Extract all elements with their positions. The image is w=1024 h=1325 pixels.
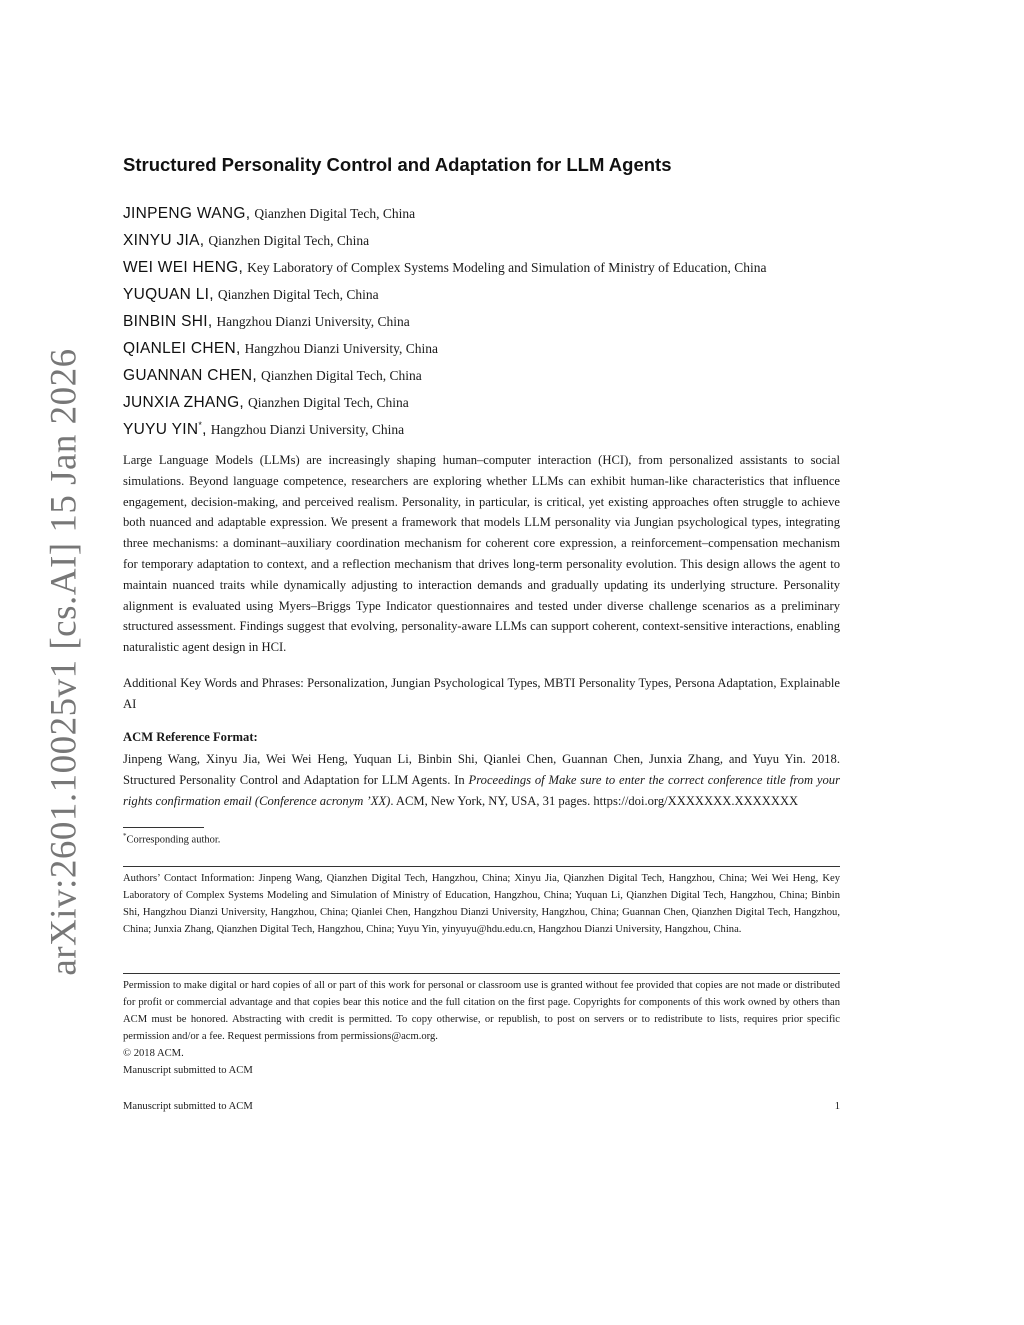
acm-reference-heading: ACM Reference Format: [123, 730, 258, 744]
contact-rule [123, 866, 840, 867]
author-affiliation: Hangzhou Dianzi University, China [216, 314, 410, 330]
permission-rule [123, 973, 840, 974]
author-entry [123, 306, 863, 333]
author-name: JINPENG WANG, [123, 205, 251, 223]
author-name: YUQUAN LI, [123, 286, 214, 304]
author-affiliation: Qianzhen Digital Tech, China [254, 206, 416, 222]
abstract: Large Language Models (LLMs) are increasingly shaping human–computer interaction (HCI), from personalized assistants to social simulations. Beyond language competence, researchers are exploring whether LLMs can exhibit human-like characteristics that influence engagement, decision-making, and perceived realism. Personality, in particular, is critical, yet existing approaches often struggle to achieve both nuanced and adaptable expression. We present a framework that models LLM personality via Jungian psychological types, integrating three mechanisms: a dominant–auxiliary coordination mechanism for coherent core expression, a reinforcement–compensation mechanism for temporary adaptation to context, and a reflection mechanism that drives long-term personality evolution. This design allows the agent to maintain nuanced traits while dynamically adjusting to interaction demands and gradually updating its underlying structure. Personality alignment is evaluated using Myers–Briggs Type Indicator questionnaires and tested under diverse challenge scenarios as a preliminary structured assessment. Findings suggest that evolving, personality-aware LLMs can support coherent, context-sensitive interactions, enabling naturalistic agent design in HCI. [123, 453, 840, 655]
copyright-notice: © 2018 ACM. [123, 1048, 184, 1059]
paper-title: Structured Personality Control and Adaptation for LLM Agents [123, 154, 672, 175]
author-entry [123, 333, 863, 360]
page-footer-left: Manuscript submitted to ACM [123, 1101, 253, 1112]
author-entry [123, 198, 863, 225]
author-list [123, 198, 863, 441]
author-affiliation: Qianzhen Digital Tech, China [248, 395, 409, 411]
author-affiliation: Key Laboratory of Complex Systems Modeling and Simulation of Ministry of Education, China [247, 260, 767, 276]
keywords: Additional Key Words and Phrases: Personalization, Jungian Psychological Types, MBTI Personality Types, Persona Adaptation, Explainable AI [123, 676, 840, 711]
author-name: GUANNAN CHEN, [123, 367, 257, 385]
author-entry [123, 279, 863, 306]
author-entry [123, 252, 863, 279]
author-name: QIANLEI CHEN, [123, 340, 241, 358]
author-entry [123, 225, 863, 252]
acm-reference-venue: Proceedings of Make sure to enter the correct conference title from your rights confirmation email (Conference acronym ’XX) [123, 772, 840, 808]
author-name: YUYU YIN*, [123, 420, 207, 439]
author-affiliation: Qianzhen Digital Tech, China [208, 233, 370, 249]
author-contact-information: Authors’ Contact Information: Jinpeng Wang, Qianzhen Digital Tech, Hangzhou, China; Xinyu Jia, Qianzhen Digital Tech, Hangzhou, China; Wei Wei Heng, Key Laboratory of Complex Systems Modeling and Simulation of Ministry of Education, Hangzhou, China; Yuquan Li, Qianzhen Digital Tech, Hangzhou, China; Binbin Shi, Hangzhou Dianzi University, Hangzhou, China; Qianlei Chen, Hangzhou Dianzi University, Hangzhou, China; Guannan Chen, Qianzhen Digital Tech, Hangzhou, China; Junxia Zhang, Qianzhen Digital Tech, Hangzhou, China; Yuyu Yin, yinyuyu@hdu.edu.cn, Hangzhou Dianzi University, Hangzhou, China. [123, 873, 840, 935]
acm-reference-publisher: . ACM, New York, NY, USA, 31 pages. https://doi.org/XXXXXXX.XXXXXXX [390, 793, 799, 808]
author-entry [123, 387, 863, 414]
arxiv-identifier-stamp: arXiv:2601.10025v1 [cs.AI] 15 Jan 2026 [43, 348, 85, 976]
author-name: WEI WEI HENG, [123, 259, 244, 277]
author-affiliation: Qianzhen Digital Tech, China [217, 287, 379, 303]
author-footnote-mark: * [198, 420, 203, 430]
author-affiliation: Qianzhen Digital Tech, China [260, 368, 422, 384]
acm-reference-text [123, 749, 840, 811]
footnote-mark: * [123, 832, 127, 840]
author-entry [123, 360, 863, 387]
author-name: BINBIN SHI, [123, 313, 213, 331]
page-number: 1 [834, 1101, 840, 1112]
author-affiliation: Hangzhou Dianzi University, China [244, 341, 438, 357]
author-name: JUNXIA ZHANG, [123, 394, 245, 412]
acm-reference-authors: Jinpeng Wang, Xinyu Jia, Wei Wei Heng, Yuquan Li, Binbin Shi, Qianlei Chen, Guannan Chen, Junxia Zhang, and Yuyu Yin. 2018. Structured Personality Control and Adaptation for LLM Agents. In [123, 752, 840, 787]
corresponding-author-footnote [123, 832, 220, 846]
author-name: XINYU JIA, [123, 232, 205, 250]
footnote-text: Corresponding author. [126, 834, 221, 846]
author-affiliation: Hangzhou Dianzi University, China [210, 422, 405, 438]
permission-notice: Permission to make digital or hard copies of all or part of this work for personal or classroom use is granted without fee provided that copies are not made or distributed for profit or commercial advantage and that copies bear this notice and the full citation on the first page. Copyrights for components of this work owned by others than ACM must be honored. Abstracting with credit is permitted. To copy otherwise, or republish, to post on servers or to redistribute to lists, requires prior specific permission and/or a fee. Request permissions from permissions@acm.org. [123, 980, 840, 1042]
footnote-rule [123, 827, 204, 828]
manuscript-note: Manuscript submitted to ACM [123, 1065, 253, 1076]
author-entry [123, 414, 863, 441]
